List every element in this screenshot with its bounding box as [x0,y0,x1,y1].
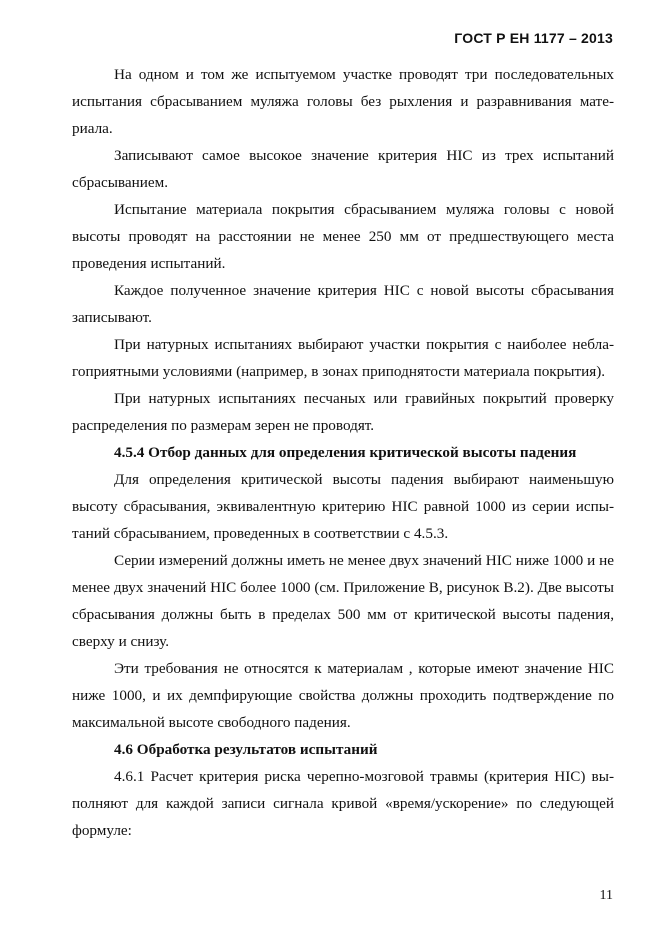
paragraph: Для определения критической высоты падения выбирают наименьшую высоту сбрасывания, эквивалентную критерию HIC равной 1000 из серии испытаний сбрасыванием, проведенных в соответствии с 4.5.3. [72,471,614,542]
paragraph: 4.6.1 Расчет критерия риска черепно-мозговой травмы (критерия HIC) выполняют для каждой записи сигнала кривой «время/ускорение» по следующей формуле: [72,768,614,839]
document-header: ГОСТ Р ЕН 1177 – 2013 [454,30,613,46]
paragraph: При натурных испытаниях выбирают участки покрытия с наиболее неблагоприятными условиями (например, в зонах приподнятости материала покрытия). [72,336,614,380]
paragraph: Каждое полученное значение критерия HIC с новой высоты сбрасывания записывают. [72,282,614,326]
section-heading: 4.6 Обработка результатов испытаний [114,741,378,758]
section-heading: 4.5.4 Отбор данных для определения критической высоты падения [114,444,577,461]
paragraph: Эти требования не относятся к материалам , которые имеют значение HIC ниже 1000, и их демпфирующие свойства должны проходить подтверждение по максимальной высоте свободного падения. [72,660,614,731]
paragraph: На одном и том же испытуемом участке проводят три последовательных испытания сбрасыванием муляжа головы без рыхления и разравнивания материала. [72,66,614,137]
paragraph: При натурных испытаниях песчаных или гравийных покрытий проверку распределения по размерам зерен не проводят. [72,390,614,434]
page-number: 11 [599,888,613,903]
paragraph: Записывают самое высокое значение критерия HIC из трех испытаний сбрасыванием. [72,147,614,191]
document-body [72,61,614,844]
paragraph: Испытание материала покрытия сбрасыванием муляжа головы с новой высоты проводят на расстоянии не менее 250 мм от предшествующего места проведения испытаний. [72,201,614,272]
paragraph: Серии измерений должны иметь не менее двух значений HIC ниже 1000 и не менее двух значений HIC более 1000 (см. Приложение В, рисунок В.2). Две высоты сбрасывания должны быть в пределах 500 мм от критической высоты падения, сверху и снизу. [72,552,614,650]
